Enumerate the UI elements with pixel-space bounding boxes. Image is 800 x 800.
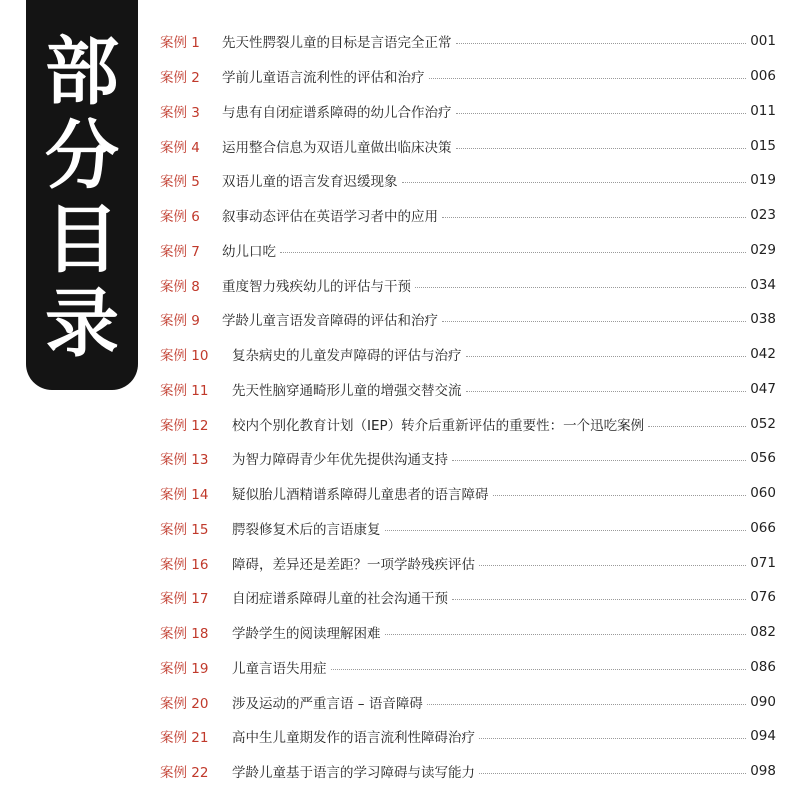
case-title: 腭裂修复术后的言语康复 (232, 521, 381, 538)
case-number: 案例 16 (160, 556, 209, 573)
toc-entry[interactable] (160, 650, 776, 685)
page-number: 006 (750, 68, 776, 85)
dot-leader (452, 459, 746, 461)
section-title-char: 录 (45, 281, 119, 367)
case-title: 学前儿童语言流利性的评估和治疗 (222, 70, 425, 87)
page-number: 071 (750, 554, 776, 571)
dot-leader (456, 42, 747, 44)
case-number: 案例 19 (160, 660, 209, 677)
page-number: 082 (750, 624, 776, 641)
case-number: 案例 6 (160, 209, 200, 226)
table-of-contents (160, 24, 776, 789)
case-title: 复杂病史的儿童发声障碍的评估与治疗 (232, 348, 462, 365)
toc-entry[interactable] (160, 476, 776, 511)
toc-entry[interactable] (160, 163, 776, 198)
page-number: 047 (750, 380, 776, 397)
case-title: 涉及运动的严重言语 – 语音障碍 (232, 695, 423, 712)
page-number: 023 (750, 207, 776, 224)
case-title: 儿童言语失用症 (232, 660, 327, 677)
case-title: 障碍，差异还是差距？一项学龄残疾评估 (232, 556, 475, 573)
dot-leader (466, 355, 747, 357)
toc-entry[interactable] (160, 545, 776, 580)
dot-leader (442, 320, 746, 322)
toc-entry[interactable] (160, 302, 776, 337)
dot-leader (385, 633, 747, 635)
page-number: 098 (750, 763, 776, 780)
page-number: 034 (750, 276, 776, 293)
toc-entry[interactable] (160, 94, 776, 129)
toc-entry[interactable] (160, 580, 776, 615)
dot-leader (402, 181, 747, 183)
case-number: 案例 7 (160, 243, 200, 260)
case-title: 高中生儿童期发作的语言流利性障碍治疗 (232, 730, 475, 747)
toc-entry[interactable] (160, 441, 776, 476)
dot-leader (479, 772, 746, 774)
toc-entry[interactable] (160, 198, 776, 233)
page-number: 076 (750, 589, 776, 606)
dot-leader (385, 529, 747, 531)
page-number: 094 (750, 728, 776, 745)
case-title: 先天性脑穿通畸形儿童的增强交替交流 (232, 382, 462, 399)
toc-entry[interactable] (160, 128, 776, 163)
dot-leader (648, 425, 746, 427)
case-number: 案例 14 (160, 487, 209, 504)
case-number: 案例 18 (160, 626, 209, 643)
section-title-char: 目 (45, 197, 119, 283)
case-number: 案例 12 (160, 417, 209, 434)
case-title: 幼儿口吃 (222, 243, 276, 260)
case-title: 叙事动态评估在英语学习者中的应用 (222, 209, 438, 226)
dot-leader (452, 598, 746, 600)
toc-entry[interactable] (160, 719, 776, 754)
case-number: 案例 1 (160, 35, 200, 52)
page-number: 019 (750, 172, 776, 189)
case-title: 自闭症谱系障碍儿童的社会沟通干预 (232, 591, 448, 608)
dot-leader (479, 737, 746, 739)
page-number: 038 (750, 311, 776, 328)
dot-leader (429, 77, 747, 79)
toc-entry[interactable] (160, 684, 776, 719)
toc-entry[interactable] (160, 59, 776, 94)
case-number: 案例 15 (160, 521, 209, 538)
case-title: 学龄学生的阅读理解困难 (232, 626, 381, 643)
toc-entry[interactable] (160, 754, 776, 789)
case-title: 运用整合信息为双语儿童做出临床决策 (222, 139, 452, 156)
toc-entry[interactable] (160, 511, 776, 546)
toc-entry[interactable] (160, 24, 776, 59)
dot-leader (466, 390, 747, 392)
case-number: 案例 22 (160, 765, 209, 782)
page-number: 015 (750, 137, 776, 154)
toc-entry[interactable] (160, 233, 776, 268)
page-number: 086 (750, 658, 776, 675)
toc-entry[interactable] (160, 406, 776, 441)
case-title: 学龄儿童基于语言的学习障碍与读写能力 (232, 765, 475, 782)
case-number: 案例 11 (160, 382, 209, 399)
page-number: 090 (750, 693, 776, 710)
section-title-char: 分 (45, 113, 119, 199)
page-number: 029 (750, 241, 776, 258)
toc-entry[interactable] (160, 267, 776, 302)
case-number: 案例 4 (160, 139, 200, 156)
toc-entry[interactable] (160, 615, 776, 650)
case-number: 案例 2 (160, 70, 200, 87)
page-number: 056 (750, 450, 776, 467)
page-number: 060 (750, 485, 776, 502)
case-number: 案例 17 (160, 591, 209, 608)
case-title: 学龄儿童言语发音障碍的评估和治疗 (222, 313, 438, 330)
page-number: 052 (750, 415, 776, 432)
toc-entry[interactable] (160, 372, 776, 407)
dot-leader (493, 494, 747, 496)
case-number: 案例 5 (160, 174, 200, 191)
case-number: 案例 20 (160, 695, 209, 712)
case-title: 疑似胎儿酒精谱系障碍儿童患者的语言障碍 (232, 487, 489, 504)
section-title-char: 部 (45, 29, 119, 115)
toc-entry[interactable] (160, 337, 776, 372)
case-title: 为智力障碍青少年优先提供沟通支持 (232, 452, 448, 469)
page-number: 011 (750, 102, 776, 119)
dot-leader (442, 216, 746, 218)
case-number: 案例 8 (160, 278, 200, 295)
dot-leader (280, 251, 746, 253)
page-number: 001 (750, 33, 776, 50)
page-number: 042 (750, 346, 776, 363)
dot-leader (479, 564, 746, 566)
case-number: 案例 3 (160, 104, 200, 121)
page-number: 066 (750, 519, 776, 536)
case-number: 案例 9 (160, 313, 200, 330)
case-title: 与患有自闭症谱系障碍的幼儿合作治疗 (222, 104, 452, 121)
dot-leader (456, 112, 747, 114)
section-title-tab (26, 0, 138, 390)
case-title: 重度智力残疾幼儿的评估与干预 (222, 278, 411, 295)
case-title: 校内个别化教育计划（IEP）转介后重新评估的重要性：一个迅吃案例 (232, 417, 645, 434)
case-title: 双语儿童的语言发育迟缓现象 (222, 174, 398, 191)
dot-leader (427, 703, 746, 705)
case-number: 案例 21 (160, 730, 209, 747)
dot-leader (415, 286, 746, 288)
dot-leader (456, 147, 747, 149)
case-title: 先天性腭裂儿童的目标是言语完全正常 (222, 35, 452, 52)
case-number: 案例 13 (160, 452, 209, 469)
dot-leader (331, 668, 747, 670)
case-number: 案例 10 (160, 348, 209, 365)
